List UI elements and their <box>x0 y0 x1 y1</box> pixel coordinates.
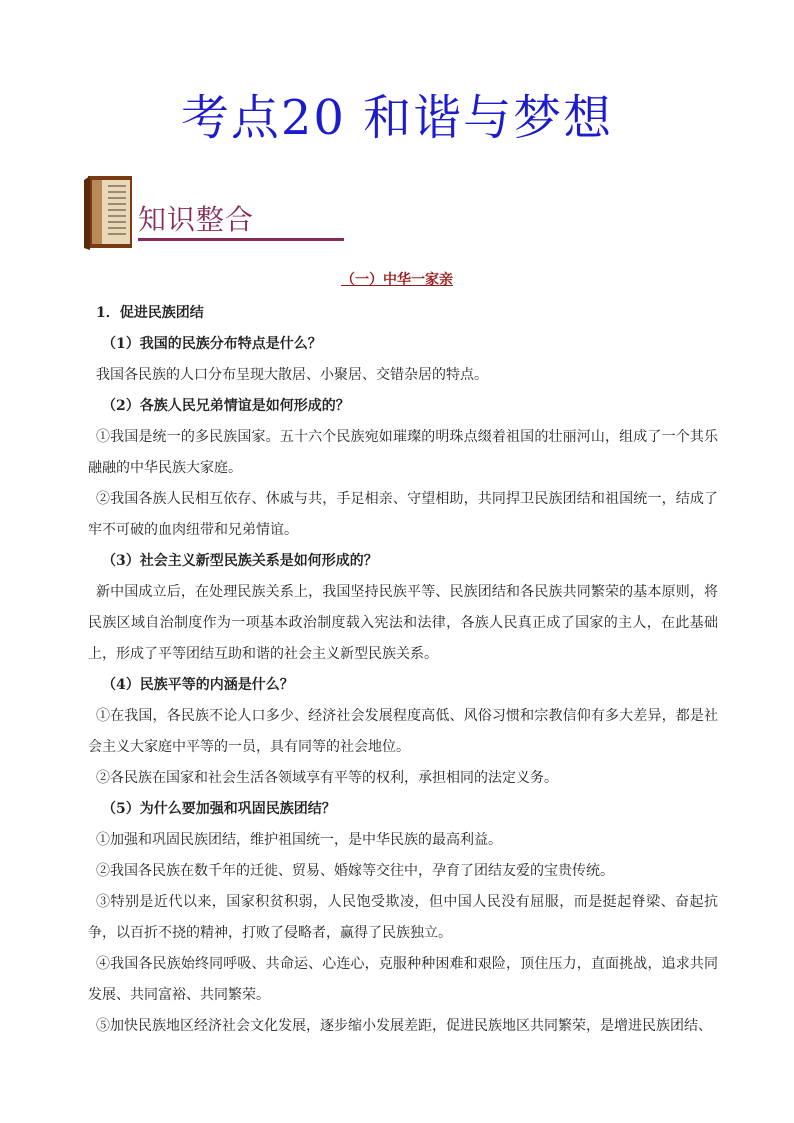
heading: 1．促进民族团结 <box>96 305 204 321</box>
answer-paragraph: 新中国成立后，在处理民族关系上，我国坚持民族平等、民族团结和各民族共同繁荣的基本原则，将民族区域自治制度作为一项基本政治制度载入宪法和法律，各族人民真正成了国家的主人，在此基础上，形成了平等团结互助和谐的社会主义新型民族关系。 <box>88 584 718 662</box>
subsection-title <box>0 269 794 289</box>
question: （5）为什么要加强和巩固民族团结？ <box>102 801 336 817</box>
subsection-title-text: （一）中华一家亲 <box>341 272 453 288</box>
answer-paragraph: ②我国各族人民相互依存、休戚与共，手足相亲、守望相助，共同捍卫民族团结和祖国统一，结成了牢不可破的血肉纽带和兄弟情谊。 <box>88 491 718 538</box>
answer-paragraph: ②各民族在国家和社会生活各领域享有平等的权利，承担相同的法定义务。 <box>96 770 558 786</box>
page-title: 考点20 和谐与梦想 <box>180 90 614 146</box>
document-body <box>88 298 718 1042</box>
question: （1）我国的民族分布特点是什么？ <box>102 336 322 352</box>
question: （3）社会主义新型民族关系是如何形成的？ <box>102 553 378 569</box>
section-banner <box>80 172 280 254</box>
section-banner-label: 知识整合 <box>138 203 255 236</box>
question: （2）各族人民兄弟情谊是如何形成的？ <box>102 398 350 414</box>
answer-paragraph: ①我国是统一的多民族国家。五十六个民族宛如璀璨的明珠点缀着祖国的壮丽河山，组成了一个其乐融融的中华民族大家庭。 <box>88 429 718 476</box>
question: （4）民族平等的内涵是什么？ <box>102 677 294 693</box>
answer-paragraph: ①在我国，各民族不论人口多少、经济社会发展程度高低、风俗习惯和宗教信仰有多大差异，都是社会主义大家庭中平等的一员，具有同等的社会地位。 <box>88 708 718 755</box>
answer-paragraph: ③特别是近代以来，国家积贫积弱，人民饱受欺凌，但中国人民没有屈服，而是挺起脊梁、奋起抗争，以百折不挠的精神，打败了侵略者，赢得了民族独立。 <box>88 894 718 941</box>
book-icon <box>80 172 136 252</box>
answer-paragraph: ⑤加快民族地区经济社会文化发展，逐步缩小发展差距，促进民族地区共同繁荣，是增进民族团结、 <box>96 1018 712 1034</box>
answer-paragraph: ①加强和巩固民族团结，维护祖国统一，是中华民族的最高利益。 <box>96 832 502 848</box>
answer-paragraph: 我国各民族的人口分布呈现大散居、小聚居、交错杂居的特点。 <box>96 367 488 383</box>
answer-paragraph: ④我国各民族始终同呼吸、共命运、心连心，克服种种困难和艰险，顶住压力，直面挑战，追求共同发展、共同富裕、共同繁荣。 <box>88 956 718 1003</box>
banner-underline <box>138 238 344 241</box>
answer-paragraph: ②我国各民族在数千年的迁徙、贸易、婚嫁等交往中，孕育了团结友爱的宝贵传统。 <box>96 863 614 879</box>
